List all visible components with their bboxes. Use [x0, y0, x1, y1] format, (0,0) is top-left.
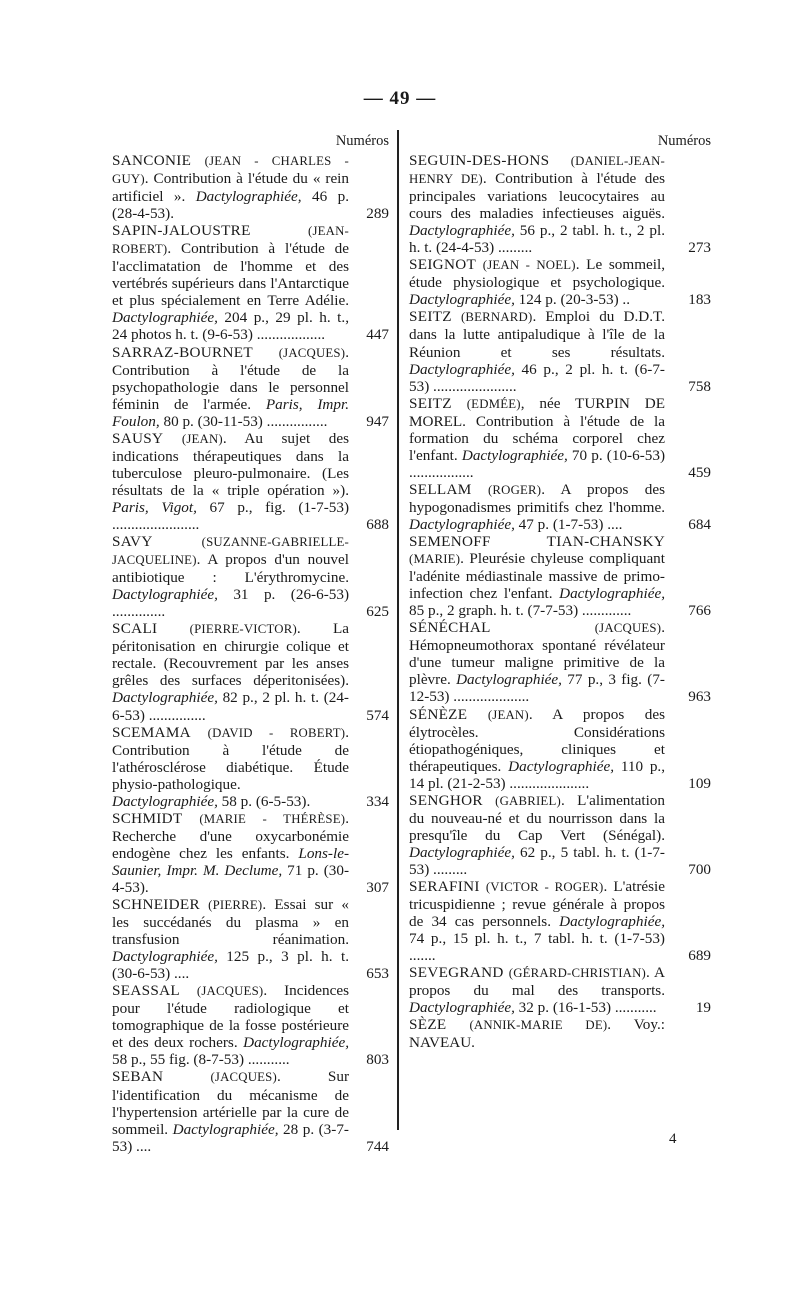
entry-number: 19	[695, 999, 711, 1017]
entry-publisher: Dactylographiée,	[456, 671, 562, 689]
author-surname: SAVY	[112, 533, 153, 551]
bibliography-entry	[409, 152, 711, 256]
entry-text	[112, 344, 349, 430]
entry-publisher: Dactylographiée,	[172, 1120, 279, 1138]
author-given-name: (JACQUES)	[594, 621, 662, 636]
entry-details: 80 p. (30-11-53) ................	[159, 412, 328, 430]
bibliography-entry	[112, 620, 389, 723]
entry-details: 58 p., 55 fig. (8-7-53) ...........	[112, 1051, 290, 1069]
entry-number: 963	[688, 688, 711, 706]
entry-publisher: Dactylographiée,	[112, 792, 218, 810]
entry-details: 77 p., 3 fig. (7-12-53) ....................	[409, 671, 665, 706]
author-given-name: (JEAN)	[487, 707, 529, 722]
author-surname: SÉNÉCHAL	[409, 619, 491, 637]
entry-text	[112, 1068, 349, 1154]
right-column	[409, 130, 711, 1051]
signature-mark: 4	[669, 1131, 677, 1147]
entry-number: 758	[688, 377, 711, 395]
author-surname: SEIGNOT	[409, 256, 477, 274]
entry-text	[112, 810, 349, 896]
entry-number: 689	[688, 947, 711, 965]
entry-number: 574	[366, 706, 389, 724]
left-entry-list	[112, 152, 389, 1155]
author-given-name: (EDMÉE)	[466, 396, 521, 411]
bibliography-entry	[112, 982, 389, 1068]
author-given-name: (GÉRARD-CHRISTIAN)	[508, 966, 646, 981]
entry-text	[112, 896, 349, 982]
entry-title: . Le sommeil, étude physiologique et psychologique.	[409, 256, 665, 292]
author-given-name: (ANNIK-MARIE DE)	[469, 1018, 608, 1033]
author-given-name: (VICTOR - ROGER)	[485, 879, 604, 894]
entry-publisher: Dactylographiée,	[559, 913, 665, 931]
entry-number: 183	[688, 291, 711, 309]
entry-details: 47 p. (1-7-53) ....	[514, 515, 623, 533]
left-column	[112, 130, 389, 1155]
entry-number: 273	[688, 239, 711, 257]
author-given-name: (JEAN)	[181, 431, 223, 446]
bibliography-entry	[409, 619, 711, 705]
entry-title: . A propos du mal des transports.	[409, 964, 665, 1000]
column-divider	[397, 130, 399, 1130]
author-surname: SEMENOFF TIAN-CHANSKY	[409, 533, 665, 551]
entry-title: . Recherche d'une oxycarbonémie endogène chez les enfants.	[112, 809, 350, 862]
entry-title: . Contribution à l'étude de l'athérosclérose diabétique. Étude physio-pathologique.	[112, 723, 349, 793]
entry-details: 71 p. (30-4-53).	[112, 861, 349, 896]
entry-title: . Voy.: NAVEAU.	[409, 1016, 665, 1052]
entry-title: . A propos d'un nouvel antibiotique : L'érythromycine.	[112, 551, 349, 587]
author-surname: SCEMAMA	[112, 723, 191, 741]
author-given-name: (PIERRE)	[208, 898, 263, 913]
bibliography-entry	[112, 1068, 389, 1154]
entry-title: . A propos des élytrocèles. Considérations étiopathogéniques, cliniques et thérapeutiques.	[409, 705, 665, 775]
author-surname: SEVEGRAND	[409, 964, 504, 982]
author-given-name: (SUZANNE-GABRIELLE-JACQUELINE)	[112, 535, 349, 568]
entry-number: 700	[688, 860, 711, 878]
entry-details: 62 p., 5 tabl. h. t. (1-7-53) .........	[409, 843, 665, 878]
author-surname: SAUSY	[112, 429, 164, 447]
bibliography-entry	[409, 481, 711, 533]
author-given-name: (JACQUES)	[210, 1070, 277, 1085]
entry-details: 46 p. (28-4-53).	[112, 188, 349, 223]
bibliography-entry	[112, 344, 389, 430]
entry-details: 58 p. (6-5-53).	[217, 792, 311, 810]
author-surname: SEITZ	[409, 394, 452, 412]
author-given-name: (MARIE)	[409, 552, 461, 567]
entry-number: 289	[366, 205, 389, 223]
entry-publisher: Dactylographiée,	[409, 222, 515, 240]
entry-number: 625	[366, 603, 389, 621]
entry-text	[409, 308, 665, 394]
entry-details: 85 p., 2 graph. h. t. (7-7-53) .............	[409, 602, 632, 620]
entry-text	[409, 792, 665, 878]
entry-details: 46 p., 2 pl. h. t. (6-7-53) ......................	[409, 360, 665, 395]
entry-text	[409, 619, 665, 705]
entry-number: 744	[366, 1137, 389, 1155]
author-surname: SENGHOR	[409, 791, 483, 809]
entry-text	[112, 724, 349, 810]
entry-details: 204 p., 29 pl. h. t., 24 photos h. t. (9-6-53) ..................	[112, 309, 349, 344]
entry-text	[409, 395, 665, 481]
bibliography-entry	[409, 706, 711, 792]
entry-title: . Contribution à l'étude de la psychopathologie dans le personnel féminin de l'armée.	[112, 343, 349, 413]
entry-details: 82 p., 2 pl. h. t. (24-6-53) ...............	[112, 689, 349, 724]
author-given-name: (BERNARD)	[460, 310, 533, 325]
entry-details: 125 p., 3 pl. h. t. (30-6-53) ....	[112, 948, 349, 983]
entry-text	[409, 706, 665, 792]
entry-publisher: Dactylographiée,	[461, 446, 568, 464]
entry-publisher: Dactylographiée,	[409, 999, 515, 1017]
author-given-name: (DAVID - ROBERT)	[207, 725, 346, 740]
entry-title: . La péritonisation en chirurgie colique et rectale. (Recouvrement par les anses grêles des surfaces déperitonisées).	[112, 620, 349, 690]
entry-number: 947	[366, 412, 389, 430]
entry-text	[112, 152, 349, 222]
entry-title: . Contribution à l'étude du « rein artificiel ».	[112, 170, 349, 206]
bibliography-entry	[409, 1016, 711, 1051]
entry-publisher: Dactylographiée,	[112, 948, 218, 966]
entry-text	[112, 222, 349, 343]
entry-publisher: Dactylographiée,	[508, 757, 615, 775]
author-surname: SANCONIE	[112, 152, 192, 169]
entry-publisher: Lons-le-Saunier, Impr. M. Declume,	[112, 844, 349, 879]
entry-publisher: Dactylographiée,	[559, 585, 665, 603]
entry-text	[112, 620, 349, 723]
entry-publisher: Dactylographiée,	[112, 586, 218, 604]
entry-number: 459	[688, 463, 711, 481]
author-given-name: (GABRIEL)	[495, 793, 561, 808]
author-surname: SERAFINI	[409, 877, 480, 895]
column-heading-right: Numéros	[657, 133, 711, 149]
entry-details: 56 p., 2 tabl. h. t., 2 pl. h. t. (24-4-53) .........	[409, 222, 665, 257]
author-surname: SCALI	[112, 620, 158, 638]
bibliography-entry	[112, 533, 389, 620]
bibliography-entry	[112, 430, 389, 533]
author-given-name: (JACQUES)	[278, 345, 346, 360]
entry-publisher: Paris, Impr. Foulon,	[112, 395, 349, 430]
author-surname: SÈZE	[409, 1016, 447, 1034]
entry-title: , née TURPIN DE MOREL. Contribution à l'étude de la formation du schéma corporel chez l'enfant.	[409, 394, 665, 464]
entry-title: . Au sujet des indications thérapeutiques dans la tuberculose pleuro-pulmonaire. (Les résultats de la « triple opération »).	[112, 429, 349, 499]
entry-details: 74 p., 15 pl. h. t., 7 tabl. h. t. (1-7-53) .......	[409, 930, 665, 965]
entry-details: 67 p., fig. (1-7-53) .......................	[112, 498, 350, 533]
entry-title: . Incidences pour l'étude radiologique et tomographique de la fosse postérieure et des deux rochers.	[112, 982, 350, 1052]
author-given-name: (MARIE - THÉRÈSE)	[199, 811, 346, 826]
author-surname: SCHMIDT	[112, 809, 183, 827]
entry-details: 110 p., 14 pl. (21-2-53) .....................	[409, 757, 666, 792]
author-surname: SEITZ	[409, 308, 452, 326]
author-surname: SARRAZ-BOURNET	[112, 343, 253, 361]
entry-text	[409, 533, 665, 619]
entry-title: . Essai sur « les succédanés du plasma » en transfusion réanimation.	[112, 896, 350, 949]
bibliography-entry	[112, 222, 389, 343]
author-given-name: (PIERRE-VICTOR)	[189, 622, 297, 637]
right-entry-list	[409, 152, 711, 1051]
entry-text	[409, 152, 665, 256]
page-number: — 49 —	[363, 88, 437, 109]
bibliography-entry	[409, 256, 711, 308]
entry-text	[112, 430, 349, 533]
entry-number: 688	[366, 515, 389, 533]
author-given-name: (JACQUES)	[196, 984, 264, 999]
entry-text	[409, 481, 665, 533]
entry-title: . Pleurésie chyleuse compliquant l'adénite médiastinale massive de primo-infection chez l'enfant.	[409, 550, 665, 603]
bibliography-entry	[409, 308, 711, 394]
entry-number: 307	[366, 878, 389, 896]
author-given-name: (JEAN - CHARLES - GUY)	[112, 154, 350, 187]
author-surname: SCHNEIDER	[112, 896, 200, 914]
entry-number: 684	[688, 515, 711, 533]
entry-title: . Sur l'identification du mécanisme de l'hypertension artérielle par la cure de sommeil.	[112, 1068, 349, 1138]
entry-publisher: Dactylographiée,	[409, 843, 515, 861]
author-surname: SELLAM	[409, 480, 472, 498]
entry-title: . Contribution à l'étude des principales variations leucocytaires au cours des maladies infectieuses aiguës.	[409, 170, 665, 223]
bibliography-entry	[409, 792, 711, 878]
author-given-name: (ROGER)	[487, 482, 542, 497]
entry-text	[112, 982, 349, 1068]
bibliography-entry	[409, 395, 711, 481]
entry-publisher: Dactylographiée,	[112, 309, 218, 327]
author-given-name: (DANIEL-JEAN-HENRY DE)	[409, 154, 665, 187]
entry-number: 803	[366, 1051, 389, 1069]
bibliography-entry	[409, 533, 711, 619]
entry-details: 124 p. (20-3-53) ..	[514, 291, 631, 309]
entry-text	[409, 964, 665, 1016]
bibliography-entry	[112, 724, 389, 810]
author-surname: SEGUIN-DES-HONS	[409, 152, 550, 169]
entry-publisher: Dactylographiée,	[409, 515, 515, 533]
entry-text	[409, 256, 665, 308]
entry-text	[112, 533, 349, 620]
bibliography-entry	[112, 152, 389, 222]
author-surname: SEBAN	[112, 1068, 164, 1086]
entry-number: 334	[366, 792, 389, 810]
entry-text	[409, 878, 665, 964]
entry-number: 447	[366, 326, 389, 344]
entry-number: 653	[366, 965, 389, 983]
entry-publisher: Dactylographiée,	[409, 291, 515, 309]
entry-details: 31 p. (26-6-53) ..............	[112, 586, 349, 621]
author-surname: SÉNÈZE	[409, 705, 468, 723]
bibliography-entry	[112, 810, 389, 896]
entry-title: . L'atrésie tricuspidienne ; revue générale à propos de 34 cas personnels.	[409, 877, 665, 931]
author-given-name: (JEAN-ROBERT)	[112, 224, 349, 257]
column-heading-left: Numéros	[335, 133, 389, 149]
entry-number: 109	[688, 774, 711, 792]
entry-text	[409, 1016, 665, 1051]
entry-publisher: Dactylographiée,	[112, 689, 218, 707]
entry-title: . A propos des hypogonadismes primitifs chez l'homme.	[409, 480, 665, 516]
entry-title: . Hémopneumothorax spontané révélateur d'une tumeur maligne primitive de la plèvre.	[409, 619, 665, 689]
author-given-name: (JEAN - NOEL)	[482, 258, 576, 273]
entry-details: 70 p. (10-6-53) .................	[409, 446, 666, 481]
entry-publisher: Dactylographiée,	[243, 1034, 349, 1052]
author-surname: SEASSAL	[112, 982, 180, 1000]
bibliography-entry	[409, 878, 711, 964]
bibliography-entry	[409, 964, 711, 1016]
entry-details: 32 p. (16-1-53) ...........	[514, 999, 657, 1017]
author-surname: SAPIN-JALOUSTRE	[112, 222, 251, 240]
entry-number: 766	[688, 602, 711, 620]
entry-publisher: Dactylographiée,	[195, 188, 302, 206]
entry-publisher: Dactylographiée,	[409, 360, 515, 378]
bibliography-entry	[112, 896, 389, 982]
entry-title: . L'alimentation du nouveau-né et du nourrisson dans la presqu'île du Cap Vert (Sénégal).	[409, 791, 665, 844]
entry-publisher: Paris, Vigot,	[112, 498, 197, 516]
entry-title: . Emploi du D.D.T. dans la lutte antipaludique à l'île de la Réunion et ses résultats.	[409, 308, 665, 361]
entry-details: 28 p. (3-7-53) ....	[112, 1120, 349, 1155]
entry-title: . Contribution à l'étude de l'acclimatation de l'homme et des vertébrés supérieurs dans l'Antarctique et plus spécialement en Terre Adélie.	[112, 240, 349, 310]
